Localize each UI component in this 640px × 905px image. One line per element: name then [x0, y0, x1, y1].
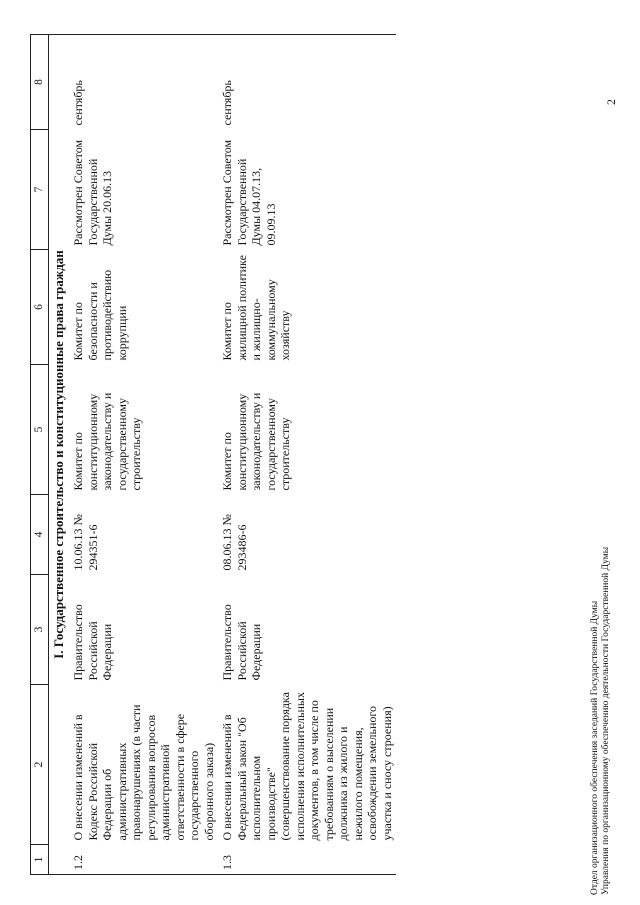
- planned-month: сентябрь: [218, 35, 396, 130]
- row-number: 1.2: [69, 845, 218, 875]
- main-committee: Комитет по конституционному законодательству и государственному строительству: [71, 392, 143, 491]
- section-title: I. Государственное строительство и конституционные права граждан: [48, 35, 69, 875]
- header-cell-8: 8: [31, 35, 49, 130]
- header-cell-7: 7: [31, 130, 49, 250]
- header-cell-1: 1: [31, 845, 49, 875]
- header-cell-4: 4: [31, 495, 49, 575]
- footer-line-1: Отдел организационного обеспечения заседаний Государственной Думы: [590, 600, 600, 895]
- section-row: [48, 35, 69, 875]
- table-row: [218, 35, 396, 875]
- bills-table: [30, 34, 396, 875]
- bill-status: Рассмотрен Советом Государственной Думы 20.06.13: [71, 139, 114, 246]
- header-cell-5: 5: [31, 365, 49, 495]
- registration-info: 10.06.13 № 294351-6: [71, 514, 100, 571]
- header-row: [31, 35, 49, 875]
- bill-author: Правительство Российской Федерации: [220, 604, 263, 681]
- co-committee: Комитет по безопасности и противодействию коррупции: [71, 269, 129, 361]
- page-footer: [590, 547, 612, 895]
- co-committee: Комитет по жилищной политике и жилищно-коммунальному хозяйству: [220, 255, 292, 361]
- page-number: 2: [604, 99, 618, 105]
- header-cell-2: 2: [31, 685, 49, 845]
- footer-line-2: Управления по организационному обеспечению деятельности Государственной Думы: [601, 546, 611, 895]
- bill-title: О внесении изменений в Федеральный закон "Об исполнительном производстве" (совершенствование порядка исполнения исполнительных документов, в том числе по требованиям о выселении должника из жилого и нежилого помещения, освобождении земельного участка и сносу строения): [220, 692, 394, 841]
- header-cell-6: 6: [31, 250, 49, 365]
- bill-status: Рассмотрен Советом Государственной Думы 04.07.13, 09.09.13: [220, 139, 278, 246]
- table-row: [69, 35, 218, 875]
- main-committee: Комитет по конституционному законодательству и государственному строительству: [220, 392, 292, 491]
- bill-title: О внесении изменений в Кодекс Российской Федерации об административных правонарушениях (в части регулирования вопросов административной ответственности в сфере государственного оборонного заказа): [71, 704, 216, 841]
- header-cell-3: 3: [31, 575, 49, 685]
- row-number: 1.3: [218, 845, 396, 875]
- registration-info: 08.06.13 № 293486-6: [220, 514, 249, 571]
- bill-author: Правительство Российской Федерации: [71, 604, 114, 681]
- planned-month: сентябрь: [69, 35, 218, 130]
